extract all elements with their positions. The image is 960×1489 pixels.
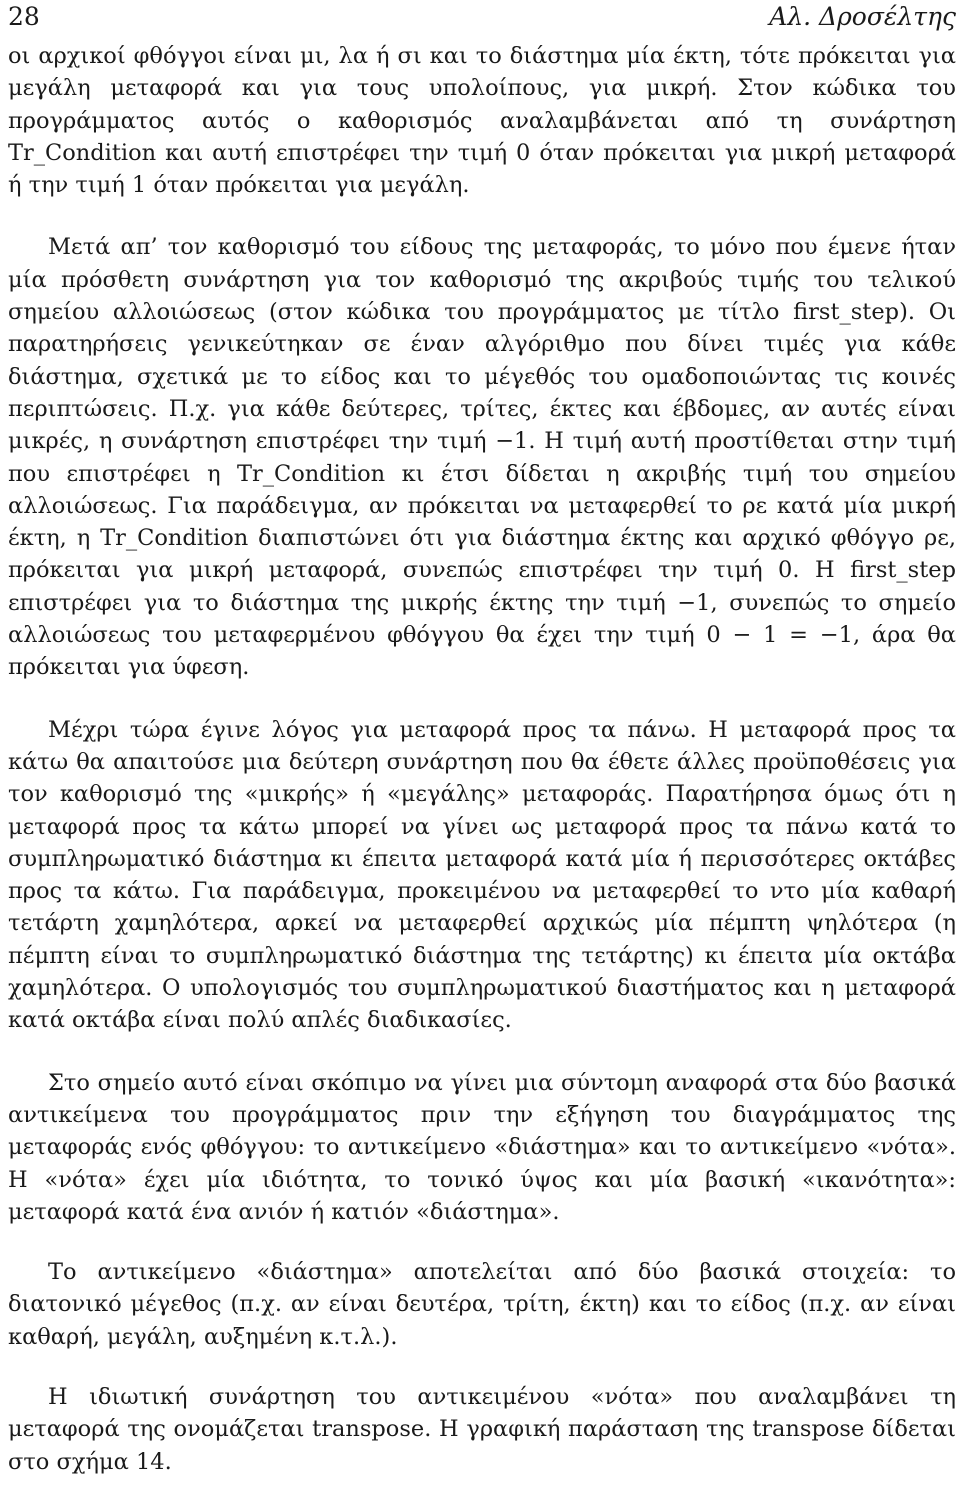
- paragraph-5: Το αντικείμενο «διάστημα» αποτελείται από δύο βασικά στοιχεία: το διατονικό μέγεθος (π.χ. αν είναι δευτέρα, τρίτη, έκτη) και το είδος (π.χ. αν είναι καθαρή, μεγάλη, αυξημένη κ.τ.λ.).: [8, 1259, 956, 1350]
- paragraph-3: Μέχρι τώρα έγινε λόγος για μεταφορά προς τα πάνω. Η μεταφορά προς τα κάτω θα απαιτούσε μια δεύτερη συνάρτηση που θα έθετε άλλες προϋποθέσεις για τον καθορισμό της «μικρής» ή «μεγάλης» μεταφοράς. Παρατήρησα όμως ότι η μεταφορά προς τα κάτω μπορεί να γίνει ως μεταφορά προς τα πάνω κατά το συμπληρωματικό διάστημα κι έπειτα μεταφορά κατά μία ή περισσότερες οκτάβες προς τα κάτω. Για παράδειγμα, προκειμένου να μεταφερθεί το ντο μία καθαρή τετάρτη χαμηλότερα, αρκεί να μεταφερθεί αρχικώς μία πέμπτη ψηλότερα (η πέμπτη είναι το συμπληρωματικό διάστημα της τετάρτης) κι έπειτα μία οκτάβα χαμηλότερα. Ο υπολογισμός του συμπληρωματικού διαστήματος και η μεταφορά κατά οκτάβα είναι πολύ απλές διαδικασίες.: [8, 716, 956, 1034]
- paragraph-1: οι αρχικοί φθόγγοι είναι μι, λα ή σι και το διάστημα μία έκτη, τότε πρόκειται για μεγάλη μεταφορά και για τους υπολοίπους, για μικρή. Στον κώδικα του προγράμματος αυτός ο καθορισμός αναλαμβάνεται από τη συνάρτηση Tr_Condition και αυτή επιστρέφει την τιμή 0 όταν πρόκειται για μικρή μεταφορά ή την τιμή 1 όταν πρόκειται για μεγάλη.: [8, 43, 956, 199]
- paragraph-6: Η ιδιωτική συνάρτηση του αντικειμένου «νότα» που αναλαμβάνει τη μεταφορά της ονομάζεται transpose. Η γραφική παράσταση της transpose δίδεται στο σχήμα 14.: [8, 1383, 956, 1475]
- page-header: [8, 0, 956, 40]
- page-number: 28: [8, 2, 40, 31]
- document-page: [8, 0, 956, 1478]
- running-head-author: Αλ. Δροσέλτης: [769, 2, 956, 31]
- paragraph-2: Μετά απ’ τον καθορισμό του είδους της μεταφοράς, το μόνο που έμενε ήταν μία πρόσθετη συνάρτηση για τον καθορισμό της ακριβούς τιμής του τελικού σημείου αλλοιώσεως (στον κώδικα του προγράμματος με τίτλο first_step). Οι παρατηρήσεις γενικεύτηκαν σε έναν αλγόριθμο που δίνει τιμές για κάθε διάστημα, σχετικά με το είδος και το μέγεθός του ομαδοποιώντας τις κοινές περιπτώσεις. Π.χ. για κάθε δεύτερες, τρίτες, έκτες και έβδομες, αν αυτές είναι μικρές, η συνάρτηση επιστρέφει την τιμή −1. Η τιμή αυτή προστίθεται στην τιμή που επιστρέφει η Tr_Condition κι έτσι δίδεται η ακριβής τιμή του σημείου αλλοιώσεως. Για παράδειγμα, αν πρόκειται να μεταφερθεί το ρε κατά μία μικρή έκτη, η Tr_Condition διαπιστώνει ότι για διάστημα έκτης και αρχικό φθόγγο ρε, πρόκειται για μικρή μεταφορά, συνεπώς επιστρέφει την τιμή 0. Η first_step επιστρέφει για το διάστημα της μικρής έκτης την τιμή −1, συνεπώς το σημείο αλλοιώσεως του μεταφερμένου φθόγγου θα έχει την τιμή 0 − 1 = −1, άρα θα πρόκειται για ύφεση.: [8, 234, 956, 681]
- paragraph-4: Στο σημείο αυτό είναι σκόπιμο να γίνει μια σύντομη αναφορά στα δύο βασικά αντικείμενα του προγράμματος πριν την εξήγηση του διαγράμματος της μεταφοράς ενός φθόγγου: το αντικείμενο «διάστημα» και το αντικείμενο «νότα». Η «νότα» έχει μία ιδιότητα, το τονικό ύψος και μία βασική «ικανότητα»: μεταφορά κατά ένα ανιόν ή κατιόν «διάστημα».: [8, 1069, 956, 1225]
